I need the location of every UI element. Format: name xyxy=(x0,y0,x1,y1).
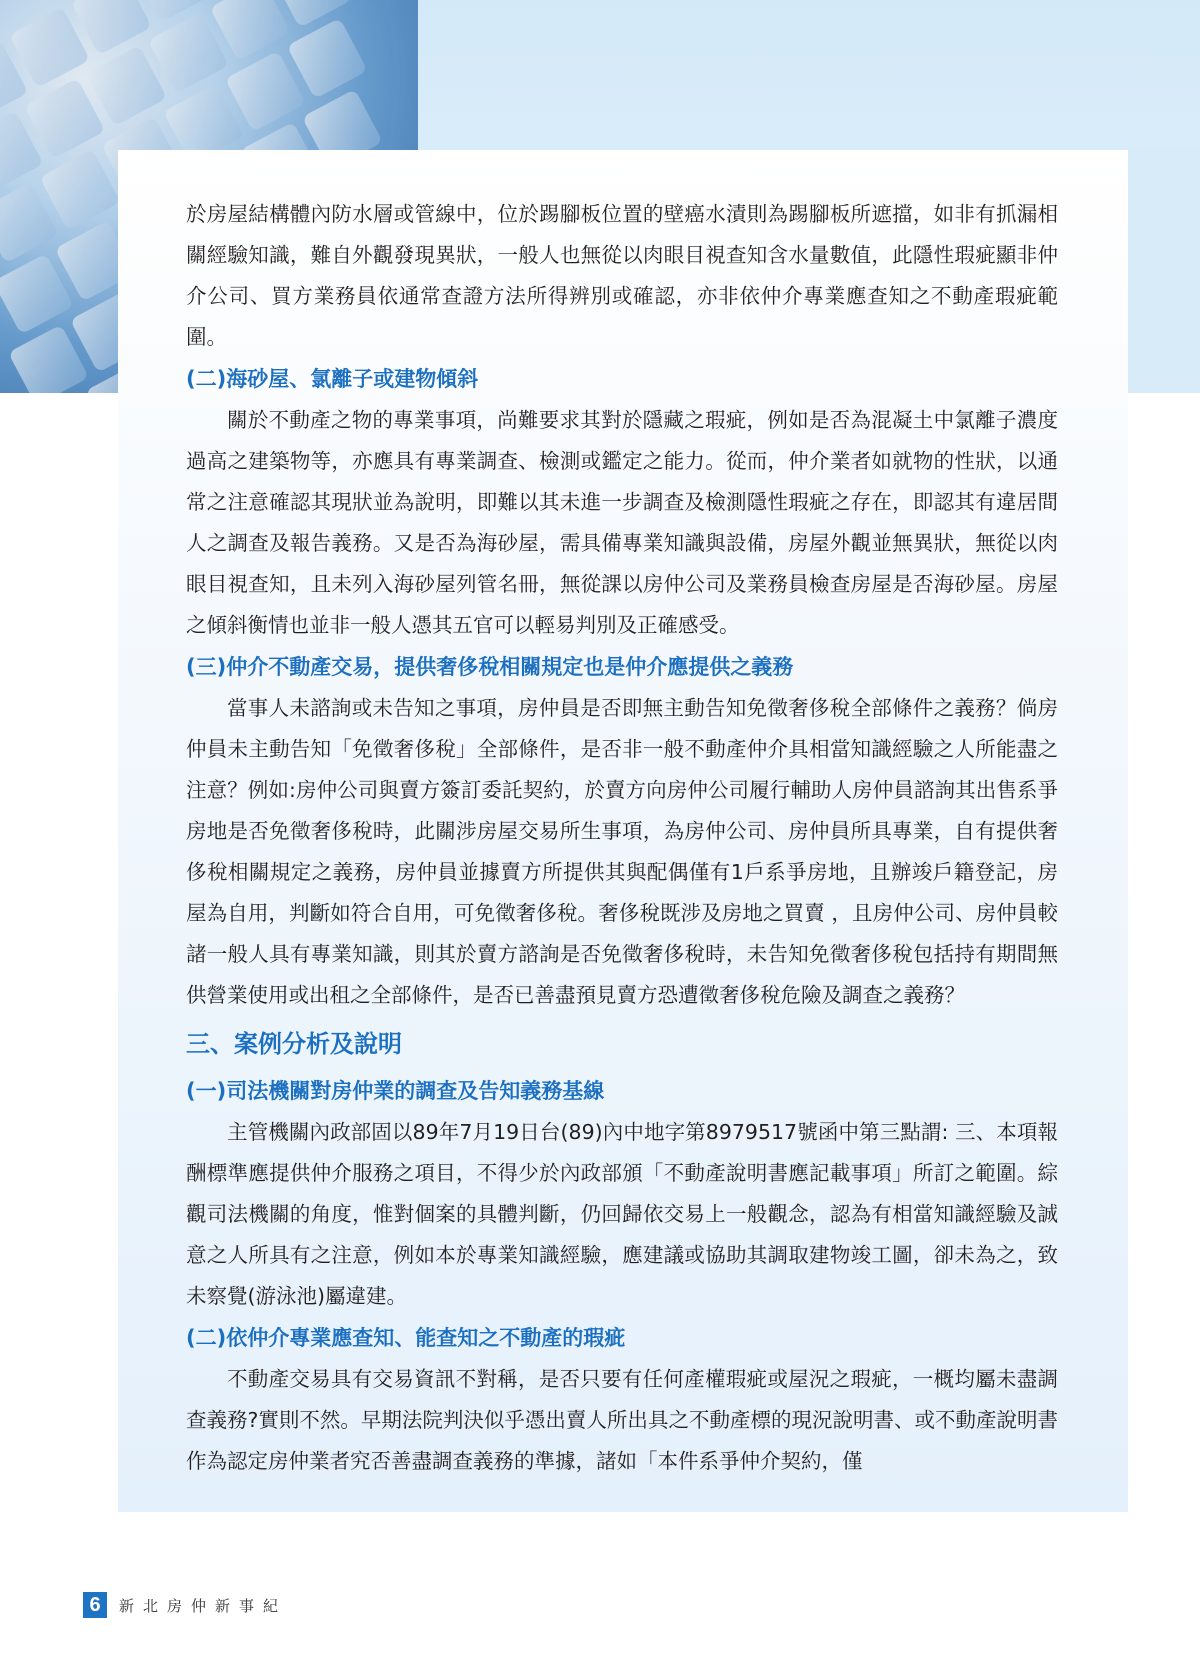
paragraph-sea-sand-house: 關於不動產之物的專業事項，尚難要求其對於隱藏之瑕疵，例如是否為混凝土中氯離子濃度過高之建築物等，亦應具有專業調查、檢測或鑑定之能力。從而，仲介業者如就物的性狀，以通常之注意確認其現狀並為說明，即難以其未進一步調查及檢測隱性瑕疵之存在，即認其有違居間人之調查及報告義務。又是否為海砂屋，需具備專業知識與設備，房屋外觀並無異狀，無從以肉眼目視查知，且未列入海砂屋列管名冊，無從課以房仲公司及業務員檢查房屋是否海砂屋。房屋之傾斜衡情也並非一般人憑其五官可以輕易判別及正確感受。 xyxy=(186,408,1058,637)
sub-heading-judicial-baseline: (一)司法機關對房仲業的調查及告知義務基線 xyxy=(186,1079,605,1103)
paragraph-professional-defects: 不動產交易具有交易資訊不對稱，是否只要有任何產權瑕疵或屋況之瑕疵，一概均屬未盡調查義務?實則不然。早期法院判決似乎憑出賣人所出具之不動產標的現況說明書、或不動產說明書作為認定房仲業者究否善盡調查義務的準據，諸如「本件系爭仲介契約，僅 xyxy=(186,1367,1058,1473)
sub-heading-professional-defects: (二)依仲介專業應查知、能查知之不動產的瑕疵 xyxy=(186,1326,626,1350)
paragraph-luxury-tax: 當事人未諮詢或未告知之事項，房仲員是否即無主動告知免徵奢侈稅全部條件之義務？倘房仲員未主動告知「免徵奢侈稅」全部條件，是否非一般不動產仲介具相當知識經驗之人所能盡之注意？例如:房仲公司與賣方簽訂委託契約，於賣方向房仲公司履行輔助人房仲員諮詢其出售系爭房地是否免徵奢侈稅時，此關涉房屋交易所生事項，為房仲公司、房仲員所具專業，自有提供奢侈稅相關規定之義務，房仲員並據賣方所提供其與配偶僅有1戶系爭房地，且辦竣戶籍登記，房屋為自用，判斷如符合自用，可免徵奢侈稅。奢侈稅既涉及房地之買賣 ，且房仲公司、房仲員較諸一般人具有專業知識，則其於賣方諮詢是否免徵奢侈稅時，未告知免徵奢侈稅包括持有期間無供營業使用或出租之全部條件，是否已善盡預見賣方恐遭徵奢侈稅危險及調查之義務？ xyxy=(186,696,1058,1007)
section-heading-case-analysis: 三、案例分析及說明 xyxy=(186,1030,402,1058)
right-decor-strip xyxy=(1128,150,1200,393)
article-body xyxy=(186,194,1058,1482)
sub-heading-luxury-tax: (三)仲介不動產交易，提供奢侈稅相關規定也是仲介應提供之義務 xyxy=(186,655,794,679)
page-footer xyxy=(83,1592,287,1618)
intro-paragraph: 於房屋結構體內防水層或管線中，位於踢腳板位置的壁癌水漬則為踢腳板所遮擋，如非有抓漏相關經驗知識，難自外觀發現異狀，一般人也無從以肉眼目視查知含水量數值，此隱性瑕疵顯非仲介公司、買方業務員依通常查證方法所得辨別或確認，亦非依仲介專業應查知之不動產瑕疵範圍。 xyxy=(186,202,1058,349)
sub-heading-sea-sand-house: (二)海砂屋、氯離子或建物傾斜 xyxy=(186,367,479,391)
page-number: 6 xyxy=(83,1592,107,1618)
publication-title: 新北房仲新事紀 xyxy=(119,1596,288,1615)
paragraph-judicial-baseline: 主管機關內政部固以89年7月19日台(89)內中地字第8979517號函中第三點謂: 三、本項報酬標準應提供仲介服務之項目，不得少於內政部頒「不動產說明書應記載事項」所訂之範圍。綜觀司法機關的角度，惟對個案的具體判斷，仍回歸依交易上一般觀念，認為有相當知識經驗及誠意之人所具有之注意，例如本於專業知識經驗，應建議或協助其調取建物竣工圖，卻未為之，致未察覺(游泳池)屬違建。 xyxy=(186,1120,1058,1308)
